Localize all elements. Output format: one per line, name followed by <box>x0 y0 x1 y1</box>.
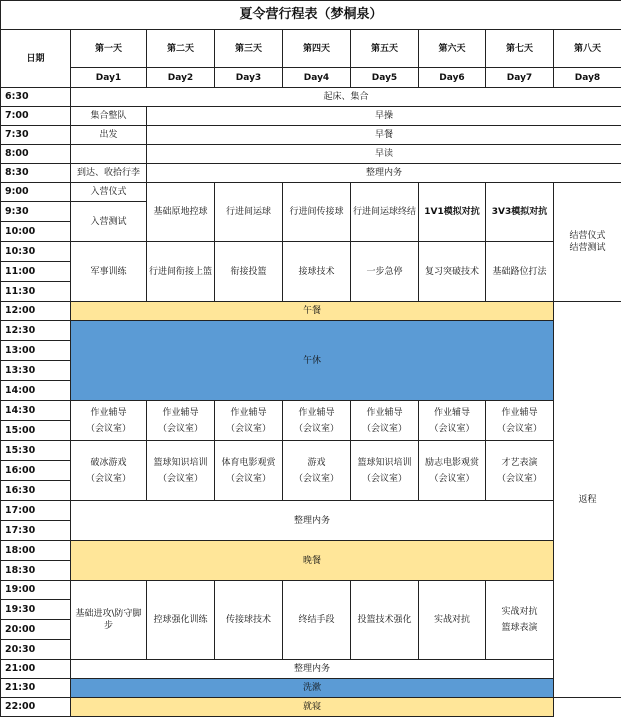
room-text: （会议室） <box>225 473 271 484</box>
tidy-room-pm-cell: 整理内务 <box>71 501 554 541</box>
day-cn-5: 第五天 <box>351 30 419 68</box>
evening-session-cell: 控球强化训练 <box>147 581 215 660</box>
activity-text: 篮球知识培训 <box>357 457 412 468</box>
time-slot: 20:30 <box>1 640 71 660</box>
d1-depart-cell: 出发 <box>71 126 147 145</box>
session-cell: 1V1模拟对抗 <box>419 183 486 242</box>
session-cell: 基础原地控球 <box>147 183 215 242</box>
time-slot: 13:00 <box>1 341 71 361</box>
lunch-cell: 午餐 <box>71 302 554 321</box>
day-cn-6: 第六天 <box>419 30 486 68</box>
time-slot: 16:30 <box>1 481 71 501</box>
evening-session-cell: 传接球技术 <box>215 581 283 660</box>
breakfast-cell: 早餐 <box>147 126 621 145</box>
day-en-1: Day1 <box>71 68 147 88</box>
d1-opening-cell: 入营仪式 <box>71 183 147 202</box>
homework-cell <box>419 401 486 441</box>
time-slot: 14:00 <box>1 381 71 401</box>
return-cell: 返程 <box>554 302 621 698</box>
homework-cell <box>283 401 351 441</box>
time-slot: 16:00 <box>1 461 71 481</box>
day-en-7: Day7 <box>486 68 554 88</box>
homework-cell <box>351 401 419 441</box>
date-header: 日期 <box>1 30 71 88</box>
room-text: （会议室） <box>361 423 407 434</box>
time-slot: 7:30 <box>1 126 71 145</box>
session-cell: 3V3模拟对抗 <box>486 183 554 242</box>
room-text: （会议室） <box>157 423 203 434</box>
session-cell: 基础路位打法 <box>486 242 554 302</box>
activity-cell <box>215 441 283 501</box>
time-slot: 21:00 <box>1 660 71 679</box>
room-text: （会议室） <box>85 473 131 484</box>
homework-cell <box>71 401 147 441</box>
time-slot: 11:30 <box>1 282 71 302</box>
time-slot: 8:00 <box>1 145 71 164</box>
time-slot: 19:00 <box>1 581 71 600</box>
wash-cell: 洗漱 <box>71 679 554 698</box>
time-slot: 6:30 <box>1 88 71 107</box>
time-slot: 12:30 <box>1 321 71 341</box>
time-slot: 10:30 <box>1 242 71 262</box>
day-en-3: Day3 <box>215 68 283 88</box>
homework-text: 作业辅导 <box>433 407 470 418</box>
day-cn-7: 第七天 <box>486 30 554 68</box>
homework-text: 作业辅导 <box>501 407 538 418</box>
activity-cell <box>486 441 554 501</box>
activity-text: 励志电影观赏 <box>424 457 479 468</box>
session-cell: 接球技术 <box>283 242 351 302</box>
time-slot: 17:00 <box>1 501 71 521</box>
empty-cell <box>71 145 147 164</box>
evening-session-cell: 终结手段 <box>283 581 351 660</box>
day-cn-2: 第二天 <box>147 30 215 68</box>
time-slot: 14:30 <box>1 401 71 421</box>
day-en-4: Day4 <box>283 68 351 88</box>
activity-cell <box>283 441 351 501</box>
day-cn-8: 第八天 <box>554 30 621 68</box>
morning-reading-cell: 早读 <box>147 145 621 164</box>
d7-evening-text-2: 篮球表演 <box>501 623 538 633</box>
day-en-2: Day2 <box>147 68 215 88</box>
tidy-room-cell: 整理内务 <box>147 164 621 183</box>
homework-cell <box>486 401 554 441</box>
sleep-cell: 就寝 <box>71 698 554 717</box>
session-cell: 行进间运球终结 <box>351 183 419 242</box>
room-text: （会议室） <box>225 423 271 434</box>
time-slot: 20:00 <box>1 620 71 640</box>
time-slot: 10:00 <box>1 222 71 242</box>
d1-arrive-cell: 到达、收拾行李 <box>71 164 147 183</box>
d7-evening-cell <box>486 581 554 660</box>
homework-text: 作业辅导 <box>162 407 199 418</box>
day-en-5: Day5 <box>351 68 419 88</box>
activity-text: 体育电影观赏 <box>221 457 276 468</box>
room-text: （会议室） <box>293 473 339 484</box>
time-slot: 11:00 <box>1 262 71 282</box>
time-slot: 13:30 <box>1 361 71 381</box>
day-cn-1: 第一天 <box>71 30 147 68</box>
activity-cell <box>419 441 486 501</box>
session-cell: 衔接投篮 <box>215 242 283 302</box>
time-slot: 7:00 <box>1 107 71 126</box>
time-slot: 19:30 <box>1 600 71 620</box>
session-cell: 行进间衔接上篮 <box>147 242 215 302</box>
dinner-cell: 晚餐 <box>71 541 554 581</box>
homework-text: 作业辅导 <box>90 407 127 418</box>
morning-exercise-cell: 早操 <box>147 107 621 126</box>
activity-text: 才艺表演 <box>501 457 538 468</box>
time-slot: 22:00 <box>1 698 71 717</box>
day-cn-4: 第四天 <box>283 30 351 68</box>
time-slot: 17:30 <box>1 521 71 541</box>
room-text: （会议室） <box>496 423 542 434</box>
d8-closing-text: 结营仪式 <box>569 231 606 241</box>
session-cell: 复习突破技术 <box>419 242 486 302</box>
d8-morning-cell <box>554 183 621 302</box>
homework-text: 作业辅导 <box>298 407 335 418</box>
d7-evening-text-1: 实战对抗 <box>501 607 538 617</box>
session-cell: 一步急停 <box>351 242 419 302</box>
activity-text: 破冰游戏 <box>90 457 127 468</box>
homework-cell <box>147 401 215 441</box>
time-slot: 12:00 <box>1 302 71 321</box>
d1-test-cell: 入营测试 <box>71 202 147 242</box>
activity-cell <box>351 441 419 501</box>
homework-text: 作业辅导 <box>230 407 267 418</box>
time-slot: 18:00 <box>1 541 71 561</box>
d1-training-cell: 军事训练 <box>71 242 147 302</box>
nap-cell: 午休 <box>71 321 554 401</box>
time-slot: 18:30 <box>1 561 71 581</box>
room-text: （会议室） <box>293 423 339 434</box>
room-text: （会议室） <box>157 473 203 484</box>
wakeup-cell: 起床、集合 <box>71 88 621 107</box>
room-text: （会议室） <box>429 473 475 484</box>
room-text: （会议室） <box>429 423 475 434</box>
day-cn-3: 第三天 <box>215 30 283 68</box>
time-slot: 9:00 <box>1 183 71 202</box>
activity-text: 篮球知识培训 <box>153 457 208 468</box>
evening-session-cell: 投篮技术强化 <box>351 581 419 660</box>
time-slot: 21:30 <box>1 679 71 698</box>
d8-test-text: 结营测试 <box>569 243 606 253</box>
session-cell: 行进间运球 <box>215 183 283 242</box>
room-text: （会议室） <box>361 473 407 484</box>
time-slot: 15:00 <box>1 421 71 441</box>
session-cell: 行进间传接球 <box>283 183 351 242</box>
tidy-room-night-cell: 整理内务 <box>71 660 554 679</box>
activity-cell <box>147 441 215 501</box>
day-en-8: Day8 <box>554 68 621 88</box>
time-slot: 8:30 <box>1 164 71 183</box>
activity-text: 游戏 <box>307 457 326 468</box>
day-en-6: Day6 <box>419 68 486 88</box>
room-text: （会议室） <box>496 473 542 484</box>
activity-cell <box>71 441 147 501</box>
homework-cell <box>215 401 283 441</box>
homework-text: 作业辅导 <box>366 407 403 418</box>
page-title: 夏令营行程表（梦桐泉） <box>1 1 621 30</box>
evening-session-cell: 基础进攻\防守脚步 <box>71 581 147 660</box>
time-slot: 15:30 <box>1 441 71 461</box>
evening-session-cell: 实战对抗 <box>419 581 486 660</box>
time-slot: 9:30 <box>1 202 71 222</box>
d1-assemble-cell: 集合整队 <box>71 107 147 126</box>
room-text: （会议室） <box>85 423 131 434</box>
